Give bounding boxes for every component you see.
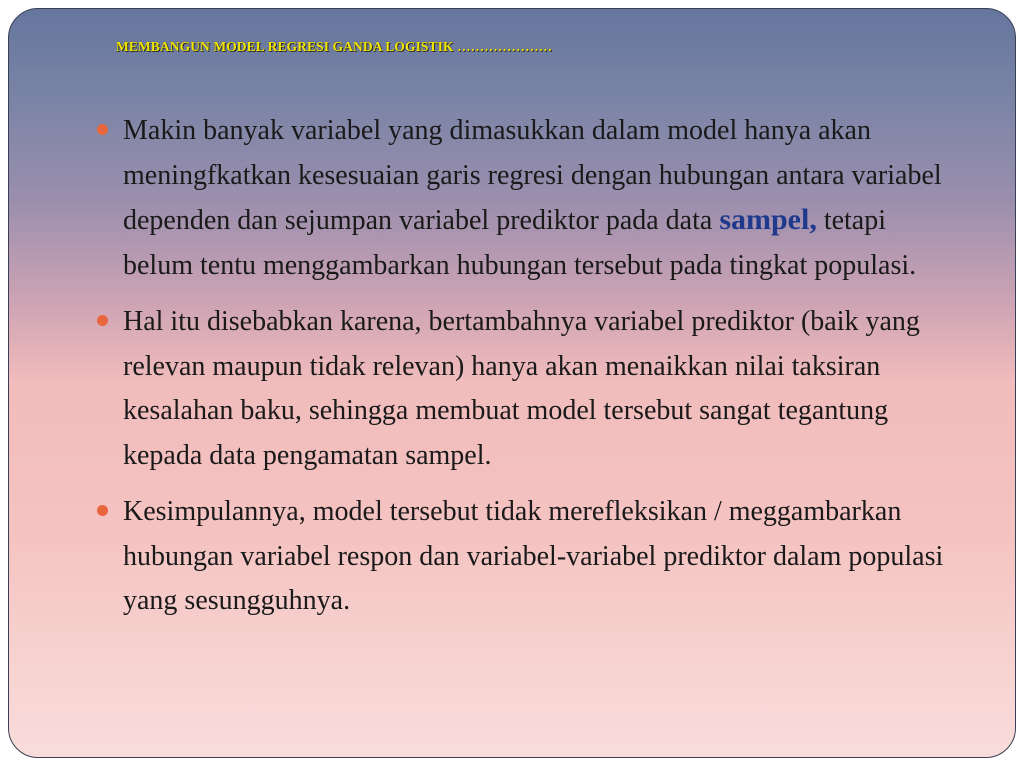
slide-title: MEMBANGUN MODEL REGRESI GANDA LOGISTIK ………………… (116, 39, 553, 54)
bullet-2-text: Hal itu disebabkan karena, bertambahnya variabel prediktor (baik yang relevan maupun tidak relevan) hanya akan menaikkan nilai taksiran kesalahan baku, sehingga membuat model tersebut sangat tegantung kepada data pengamatan sampel. (123, 306, 920, 471)
bullet-list (87, 109, 947, 636)
bullet-item-2 (87, 300, 947, 478)
bullet-1-text-after: tetapi belum tentu menggambarkan hubungan tersebut pada tingkat populasi. (123, 205, 917, 281)
bullet-item-3 (87, 490, 947, 624)
bullet-1-emphasis: sampel, (719, 203, 817, 236)
bullet-icon (97, 315, 108, 326)
bullet-icon (97, 505, 108, 516)
bullet-icon (97, 124, 108, 135)
slide (8, 8, 1016, 758)
bullet-3-text: Kesimpulannya, model tersebut tidak merefleksikan / meggambarkan hubungan variabel respon dan variabel-variabel prediktor dalam populasi yang sesungguhnya. (123, 496, 944, 616)
bullet-item-1 (87, 109, 947, 288)
bullet-1-text-before: Makin banyak variabel yang dimasukkan dalam model hanya akan meningfkatkan kesesuaian garis regresi dengan hubungan antara variabel dependen dan sejumpan variabel prediktor pada data (123, 115, 942, 236)
